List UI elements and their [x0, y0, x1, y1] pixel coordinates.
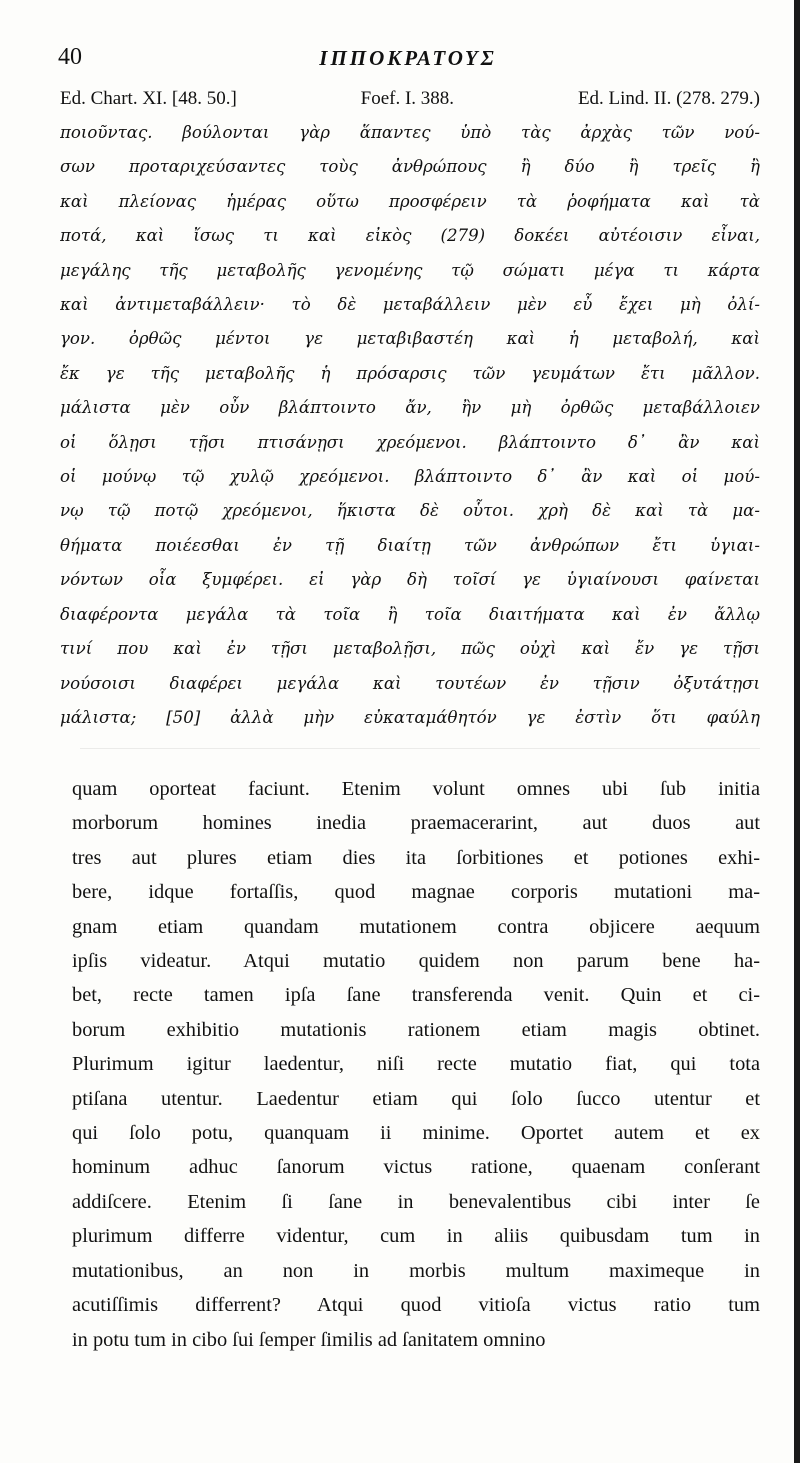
latin-line: acutiſſimis differrent? Atqui quod vitioſa victus ratio tum	[72, 1294, 760, 1317]
page-number: 40	[58, 44, 82, 70]
greek-line: διαφέροντα μεγάλα τὰ τοῖα ἢ τοῖα διαιτήματα καὶ ἐν ἄλλῳ	[60, 604, 760, 624]
page-edge-shadow	[794, 0, 800, 1463]
greek-line: γον. ὀρθῶς μέντοι γε μεταβιβαστέη καὶ ἡ μεταβολή, καὶ	[60, 329, 760, 349]
edition-chartier: Ed. Chart. XI. [48. 50.]	[60, 88, 237, 109]
greek-line: καὶ πλείονας ἡμέρας οὕτω προσφέρειν τὰ ῥοφήματα καὶ τὰ	[60, 191, 760, 211]
page-header	[58, 44, 758, 78]
greek-line: νούσοισι διαφέρει μεγάλα καὶ τουτέων ἐν τῇσιν ὀξυτάτῃσι	[60, 673, 760, 693]
latin-line: Plurimum igitur laedentur, niſi recte mutatio fiat, qui tota	[72, 1053, 760, 1076]
greek-line: θήματα ποιέεσθαι ἐν τῇ διαίτῃ τῶν ἀνθρώπων ἔτι ὑγιαι-	[60, 535, 760, 555]
latin-line: bere, idque fortaſſis, quod magnae corporis mutationi ma-	[72, 881, 760, 904]
latin-line: gnam etiam quandam mutationem contra objicere aequum	[72, 915, 760, 938]
latin-line: borum exhibitio mutationis rationem etiam magis obtinet.	[72, 1018, 760, 1041]
greek-line: οἱ μούνῳ τῷ χυλῷ χρεόμενοι. βλάπτοιντο δ᾽ ἂν καὶ οἱ μού-	[60, 467, 760, 487]
greek-line: ποιοῦντας. βούλονται γὰρ ἅπαντες ὑπὸ τὰς ἀρχὰς τῶν νού-	[60, 123, 760, 142]
latin-line: qui ſolo potu, quanquam ii minime. Oportet autem et ex	[72, 1122, 760, 1145]
edition-foesius: Foef. I. 388.	[360, 88, 455, 109]
greek-line: τινί που καὶ ἐν τῇσι μεταβολῇσι, πῶς οὐχὶ καὶ ἔν γε τῇσι	[60, 639, 760, 659]
latin-line: plurimum differre videntur, cum in aliis quibusdam tum in	[72, 1225, 760, 1248]
latin-line: ptiſana utentur. Laedentur etiam qui ſolo ſucco utentur et	[72, 1087, 760, 1110]
latin-line: ipſis videatur. Atqui mutatio quidem non parum bene ha-	[72, 950, 760, 973]
section-divider	[80, 748, 760, 749]
latin-line: tres aut plures etiam dies ita ſorbitiones et potiones exhi-	[72, 846, 760, 869]
edition-linden: Ed. Lind. II. (278. 279.)	[577, 88, 760, 109]
latin-line: bet, recte tamen ipſa ſane transferenda venit. Quin et ci-	[72, 984, 760, 1007]
latin-line: in potu tum in cibo ſui ſemper ſimilis ad ſanitatem omnino	[72, 1328, 546, 1351]
greek-line: μεγάλης τῆς μεταβολῆς γενομένης τῷ σώματι μέγα τι κάρτα	[60, 260, 760, 280]
latin-line: quam oporteat faciunt. Etenim volunt omnes ubi ſub initia	[72, 778, 760, 800]
latin-line: mutationibus, an non in morbis multum maximeque in	[72, 1259, 760, 1282]
greek-text	[60, 116, 760, 735]
running-title: ΙΠΠΟΚΡΑΤΟΥΣ	[319, 46, 497, 70]
greek-line: μάλιστα; [50] ἀλλὰ μὴν εὐκαταμάθητόν γε ἐστὶν ὅτι φαύλη	[60, 707, 760, 727]
greek-line: νῳ τῷ ποτῷ χρεόμενοι, ἥκιστα δὲ οὗτοι. χρὴ δὲ καὶ τὰ μα-	[60, 501, 760, 521]
latin-line: morborum homines inedia praemacerarint, aut duos aut	[72, 812, 760, 835]
greek-line: καὶ ἀντιμεταβάλλειν· τὸ δὲ μεταβάλλειν μὲν εὖ ἔχει μὴ ὀλί-	[60, 295, 760, 315]
greek-line: ποτά, καὶ ἴσως τι καὶ εἰκὸς (279) δοκέει αὐτέοισιν εἶναι,	[60, 226, 760, 246]
latin-line: hominum adhuc ſanorum victus ratione, quaenam conſerant	[72, 1156, 760, 1179]
latin-translation	[72, 772, 760, 1357]
greek-line: ἔκ γε τῆς μεταβολῆς ἡ πρόσαρσις τῶν γευμάτων ἔτι μᾶλλον.	[60, 363, 760, 383]
greek-line: μάλιστα μὲν οὖν βλάπτοιντο ἄν, ἢν μὴ ὀρθῶς μεταβάλλοιεν	[60, 398, 760, 418]
latin-line: addiſcere. Etenim ſi ſane in benevalentibus cibi inter ſe	[72, 1190, 760, 1213]
greek-line: οἱ ὅλῃσι τῇσι πτισάνῃσι χρεόμενοι. βλάπτοιντο δ᾽ ἂν καὶ	[60, 432, 760, 452]
greek-line: σων προταριχεύσαντες τοὺς ἀνθρώπους ἢ δύο ἢ τρεῖς ἢ	[60, 157, 760, 177]
edition-references	[60, 88, 760, 118]
greek-line: νόντων οἷα ξυμφέρει. εἰ γὰρ δὴ τοῖσί γε ὑγιαίνουσι φαίνεται	[60, 570, 760, 590]
